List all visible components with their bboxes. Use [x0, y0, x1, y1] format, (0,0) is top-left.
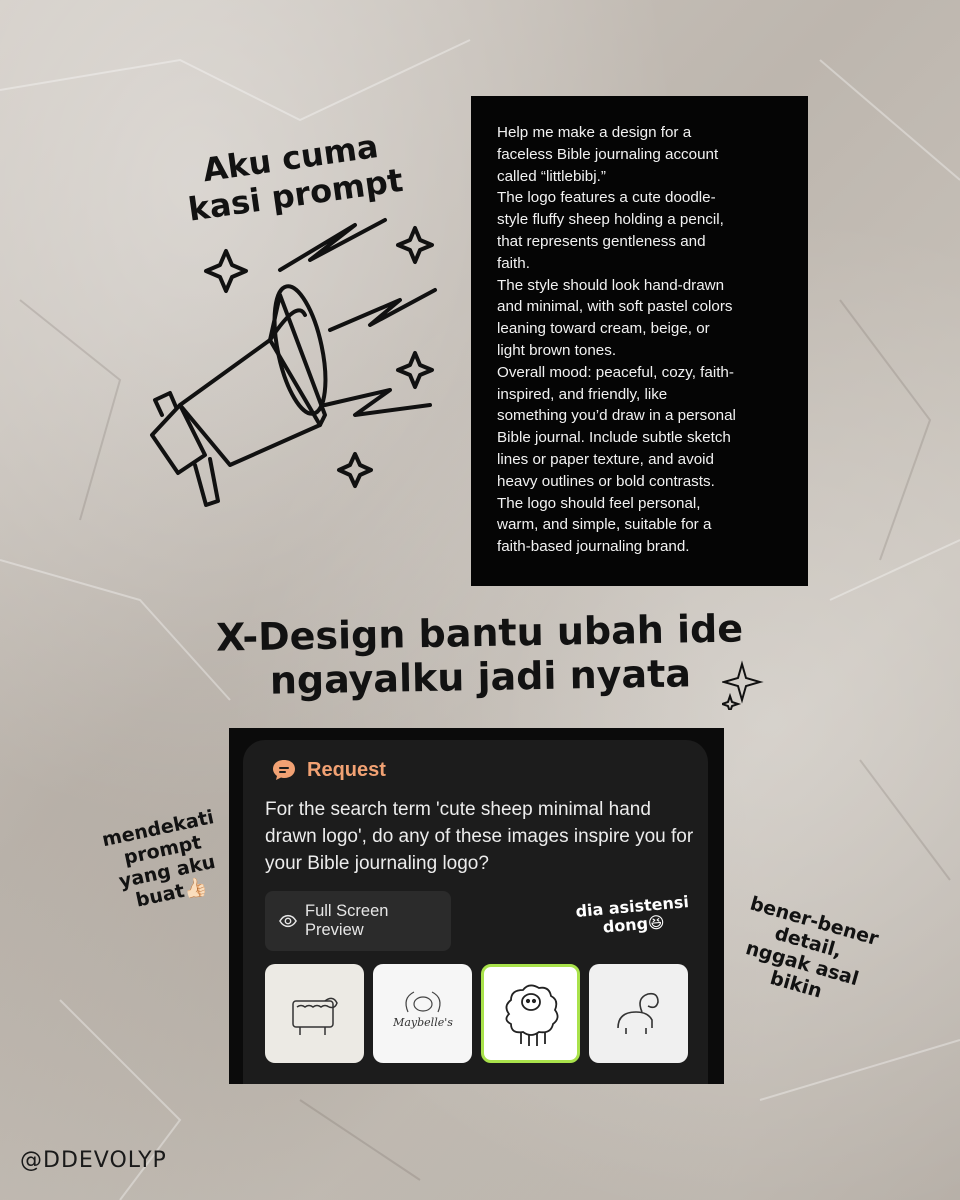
thumbnail-4[interactable]: [589, 964, 688, 1063]
eye-icon: [279, 914, 297, 928]
note-left: mendekati prompt yang aku buat👍🏻: [100, 806, 218, 912]
prompt-box: [471, 96, 808, 586]
minimal-sheep-icon: [604, 984, 674, 1044]
svg-text:Maybelle's: Maybelle's: [392, 1015, 453, 1029]
thumbnail-3-selected[interactable]: [481, 964, 580, 1063]
megaphone-icon: [140, 215, 470, 525]
chat-bubble-icon: [271, 758, 297, 782]
fluffy-sheep-icon: [491, 974, 571, 1054]
note-mid: dia asistensi dong😆: [574, 892, 690, 938]
preview-label: Full Screen Preview: [305, 902, 389, 939]
request-text: For the search term 'cute sheep minimal hand drawn logo', do any of these images inspire you for your Bible journaling logo?: [265, 799, 694, 874]
thumbnail-1[interactable]: [265, 964, 364, 1063]
headline: X-Design bantu ubah ide ngayalku jadi nyata: [215, 606, 744, 703]
sheep-sketch-icon: [285, 989, 345, 1039]
request-label: Request: [307, 758, 386, 781]
prompt-text: Help me make a design for a faceless Bible journaling account called “littlebibj.” The logo features a cute doodle- style fluffy sheep holding a pencil, that represents gentleness and faith. The style should look hand-drawn and minimal, with soft pastel colors leaning toward cream, beige, or light brown tones. Overall mood: peaceful, cozy, faith- inspired, and friendly, like something you’d draw in a personal Bible journal. Include subtle sketch lines or paper texture, and avoid heavy outlines or bold contrasts. The logo should feel personal, warm, and simple, suitable for a faith-based journaling brand.: [497, 124, 736, 556]
note-top: Aku cuma kasi prompt: [185, 127, 406, 229]
maybelle-logo-icon: [388, 984, 458, 1044]
full-screen-preview-button[interactable]: [265, 891, 451, 951]
author-handle: @DDEVOLYP: [20, 1148, 167, 1173]
sparkle-icon: [722, 660, 766, 710]
thumbnail-row: [265, 964, 688, 1063]
thumbnail-2[interactable]: [373, 964, 472, 1063]
request-header: [271, 758, 686, 782]
note-right: bener-bener detail, nggak asal bikin: [743, 892, 881, 1003]
